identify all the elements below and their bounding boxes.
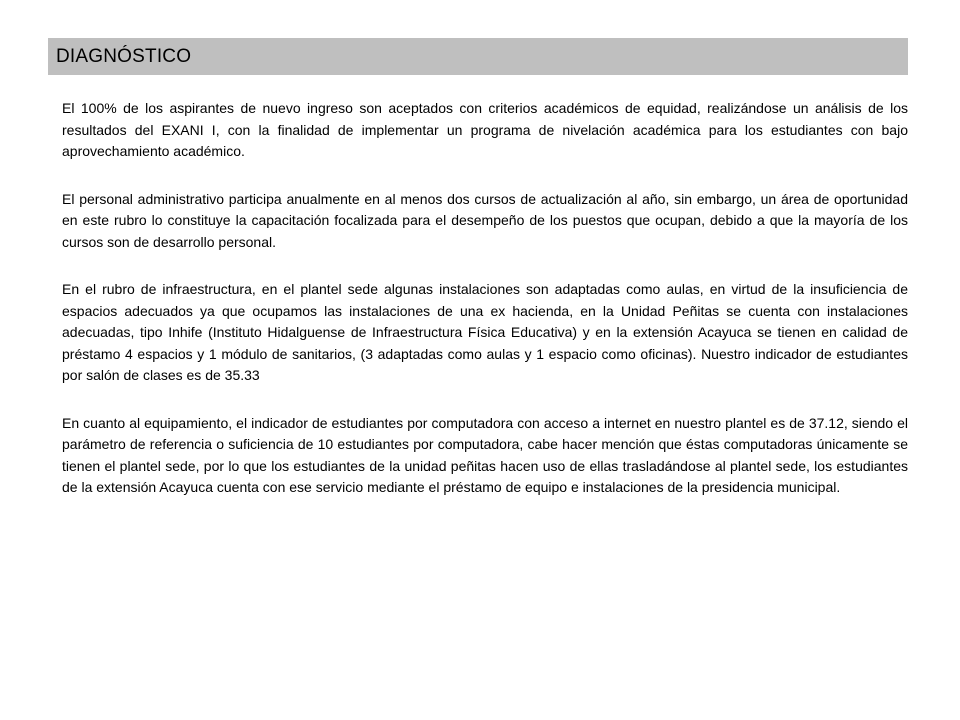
paragraph-equipment: En cuanto al equipamiento, el indicador de estudiantes por computadora con acceso a internet en nuestro plantel es de 37.12, siendo el parámetro de referencia o suficiencia de 10 estudiantes por computadora, cabe hacer mención que éstas computadoras únicamente se tienen el plantel sede, por lo que los estudiantes de la unidad peñitas hacen uso de ellas trasladándose al plantel sede, los estudiantes de la extensión Acayuca cuenta con ese servicio mediante el préstamo de equipo e instalaciones de la presidencia municipal. xyxy=(62,414,908,495)
paragraph-infrastructure: En el rubro de infraestructura, en el plantel sede algunas instalaciones son adaptadas como aulas, en virtud de la insuficiencia de espacios adecuados ya que ocupamos las instalaciones de una ex hacienda, en la Unidad Peñitas se cuenta con instalaciones adecuadas, tipo Inhife (Instituto Hidalguense de Infraestructura Física Educativa) y en la extensión Acayuca se tienen en calidad de préstamo 4 espacios y 1 módulo de sanitarios, (3 adaptadas como aulas y 1 espacio como oficinas). Nuestro indicador de estudiantes por salón de clases es de 35.33 xyxy=(62,281,908,383)
page-title: DIAGNÓSTICO xyxy=(56,45,192,67)
title-bar xyxy=(48,38,908,75)
paragraph-admissions: El 100% de los aspirantes de nuevo ingreso son aceptados con criterios académicos de equidad, realizándose un análisis de los resultados del EXANI I, con la finalidad de implementar un programa de nivelación académica para los estudiantes con bajo aprovechamiento académico. xyxy=(62,100,908,159)
paragraph-staff-training: El personal administrativo participa anualmente en al menos dos cursos de actualización al año, sin embargo, un área de oportunidad en este rubro lo constituye la capacitación focalizada para el desempeño de los puestos que ocupan, debido a que la mayoría de los cursos son de desarrollo personal. xyxy=(62,190,908,250)
body-text xyxy=(62,98,908,525)
